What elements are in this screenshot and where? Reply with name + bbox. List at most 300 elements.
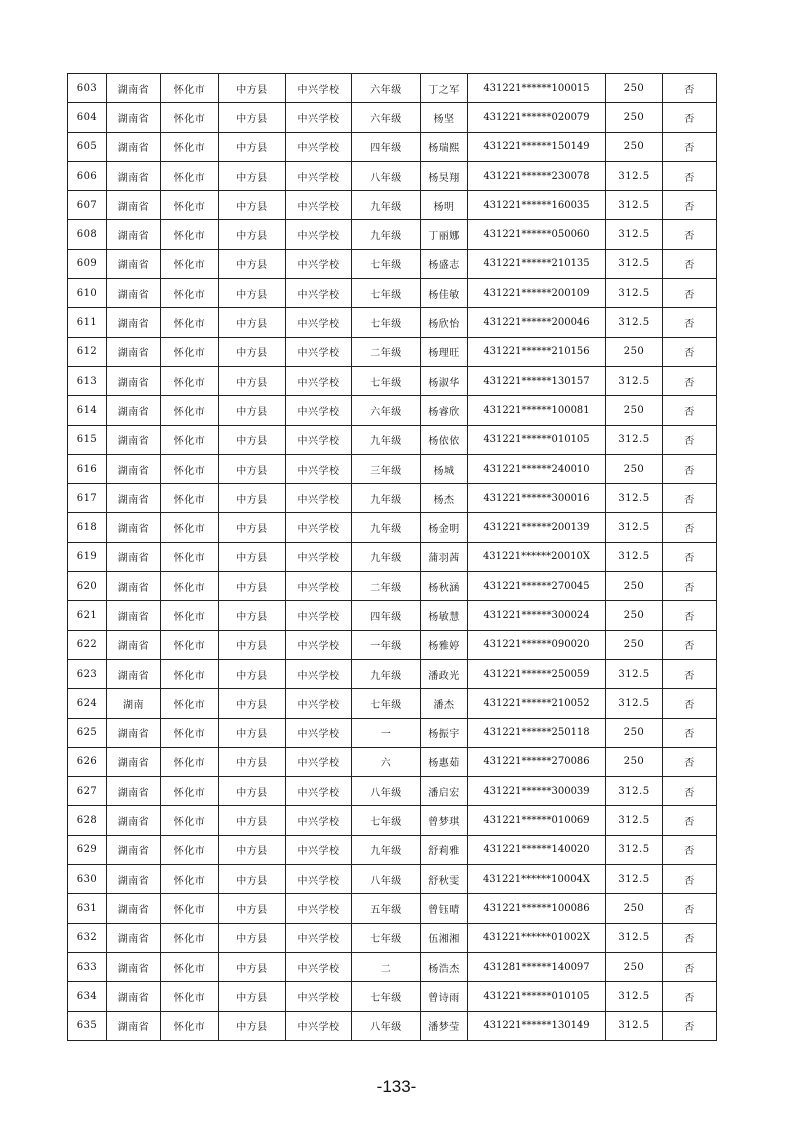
amount-cell: 250 (606, 718, 663, 747)
row-number-cell: 613 (68, 366, 107, 395)
grade-cell: 二年级 (352, 572, 421, 601)
row-number-cell: 628 (68, 806, 107, 835)
flag-cell: 否 (663, 308, 717, 337)
province-cell: 湖南省 (107, 513, 161, 542)
id-number-cell: 431221******010069 (468, 806, 606, 835)
table-row (68, 191, 717, 220)
city-cell: 怀化市 (161, 806, 219, 835)
province-cell: 湖南省 (107, 484, 161, 513)
row-number-cell: 605 (68, 132, 107, 161)
table-row (68, 220, 717, 249)
amount-cell: 250 (606, 747, 663, 776)
row-number-cell: 635 (68, 1011, 107, 1040)
grade-cell: 一年级 (352, 630, 421, 659)
amount-cell: 312.5 (606, 425, 663, 454)
county-cell: 中方县 (219, 396, 286, 425)
province-cell: 湖南省 (107, 308, 161, 337)
amount-cell: 312.5 (606, 835, 663, 864)
school-cell: 中兴学校 (286, 103, 352, 132)
flag-cell: 否 (663, 806, 717, 835)
grade-cell: 七年级 (352, 982, 421, 1011)
id-number-cell: 431221******10004X (468, 865, 606, 894)
city-cell: 怀化市 (161, 630, 219, 659)
student-name-cell: 杨浩杰 (421, 952, 468, 981)
id-number-cell: 431221******010105 (468, 982, 606, 1011)
row-number-cell: 626 (68, 747, 107, 776)
id-number-cell: 431221******100086 (468, 894, 606, 923)
table-row (68, 103, 717, 132)
id-number-cell: 431221******01002X (468, 923, 606, 952)
school-cell: 中兴学校 (286, 337, 352, 366)
amount-cell: 312.5 (606, 806, 663, 835)
city-cell: 怀化市 (161, 982, 219, 1011)
student-name-cell: 潘梦莹 (421, 1011, 468, 1040)
city-cell: 怀化市 (161, 659, 219, 688)
school-cell: 中兴学校 (286, 484, 352, 513)
student-name-cell: 丁之军 (421, 74, 468, 103)
county-cell: 中方县 (219, 161, 286, 190)
amount-cell: 250 (606, 630, 663, 659)
row-number-cell: 607 (68, 191, 107, 220)
county-cell: 中方县 (219, 308, 286, 337)
amount-cell: 312.5 (606, 659, 663, 688)
county-cell: 中方县 (219, 103, 286, 132)
amount-cell: 312.5 (606, 865, 663, 894)
row-number-cell: 616 (68, 454, 107, 483)
id-number-cell: 431221******100081 (468, 396, 606, 425)
province-cell: 湖南省 (107, 161, 161, 190)
city-cell: 怀化市 (161, 689, 219, 718)
student-name-cell: 杨瑞熙 (421, 132, 468, 161)
grade-cell: 九年级 (352, 542, 421, 571)
student-name-cell: 杨杰 (421, 484, 468, 513)
city-cell: 怀化市 (161, 513, 219, 542)
student-name-cell: 杨淑华 (421, 366, 468, 395)
student-name-cell: 杨敏慧 (421, 601, 468, 630)
school-cell: 中兴学校 (286, 425, 352, 454)
province-cell: 湖南省 (107, 718, 161, 747)
flag-cell: 否 (663, 542, 717, 571)
row-number-cell: 614 (68, 396, 107, 425)
county-cell: 中方县 (219, 659, 286, 688)
row-number-cell: 603 (68, 74, 107, 103)
grade-cell: 二年级 (352, 337, 421, 366)
id-number-cell: 431221******160035 (468, 191, 606, 220)
table-row (68, 689, 717, 718)
grade-cell: 四年级 (352, 601, 421, 630)
grade-cell: 三年级 (352, 454, 421, 483)
student-name-cell: 杨秋涵 (421, 572, 468, 601)
school-cell: 中兴学校 (286, 279, 352, 308)
province-cell: 湖南省 (107, 279, 161, 308)
county-cell: 中方县 (219, 279, 286, 308)
amount-cell: 312.5 (606, 308, 663, 337)
province-cell: 湖南省 (107, 337, 161, 366)
flag-cell: 否 (663, 161, 717, 190)
row-number-cell: 615 (68, 425, 107, 454)
school-cell: 中兴学校 (286, 249, 352, 278)
row-number-cell: 623 (68, 659, 107, 688)
student-name-cell: 杨昊翔 (421, 161, 468, 190)
city-cell: 怀化市 (161, 952, 219, 981)
school-cell: 中兴学校 (286, 454, 352, 483)
table-row (68, 952, 717, 981)
province-cell: 湖南省 (107, 249, 161, 278)
grade-cell: 七年级 (352, 366, 421, 395)
city-cell: 怀化市 (161, 777, 219, 806)
amount-cell: 250 (606, 74, 663, 103)
student-name-cell: 杨理旺 (421, 337, 468, 366)
city-cell: 怀化市 (161, 894, 219, 923)
grade-cell: 七年级 (352, 279, 421, 308)
grade-cell: 六年级 (352, 103, 421, 132)
city-cell: 怀化市 (161, 220, 219, 249)
county-cell: 中方县 (219, 366, 286, 395)
school-cell: 中兴学校 (286, 132, 352, 161)
amount-cell: 312.5 (606, 542, 663, 571)
county-cell: 中方县 (219, 337, 286, 366)
city-cell: 怀化市 (161, 601, 219, 630)
table-row (68, 923, 717, 952)
city-cell: 怀化市 (161, 396, 219, 425)
student-name-cell: 舒秋雯 (421, 865, 468, 894)
row-number-cell: 633 (68, 952, 107, 981)
student-name-cell: 丁丽娜 (421, 220, 468, 249)
row-number-cell: 624 (68, 689, 107, 718)
amount-cell: 312.5 (606, 191, 663, 220)
city-cell: 怀化市 (161, 249, 219, 278)
grade-cell: 一 (352, 718, 421, 747)
table-row (68, 279, 717, 308)
row-number-cell: 612 (68, 337, 107, 366)
amount-cell: 312.5 (606, 220, 663, 249)
student-name-cell: 杨雅婷 (421, 630, 468, 659)
county-cell: 中方县 (219, 747, 286, 776)
school-cell: 中兴学校 (286, 220, 352, 249)
row-number-cell: 627 (68, 777, 107, 806)
table-row (68, 337, 717, 366)
id-number-cell: 431221******230078 (468, 161, 606, 190)
county-cell: 中方县 (219, 1011, 286, 1040)
student-name-cell: 曾钰晴 (421, 894, 468, 923)
row-number-cell: 632 (68, 923, 107, 952)
amount-cell: 312.5 (606, 923, 663, 952)
province-cell: 湖南省 (107, 747, 161, 776)
flag-cell: 否 (663, 513, 717, 542)
student-name-cell: 潘政光 (421, 659, 468, 688)
school-cell: 中兴学校 (286, 894, 352, 923)
city-cell: 怀化市 (161, 865, 219, 894)
school-cell: 中兴学校 (286, 161, 352, 190)
school-cell: 中兴学校 (286, 513, 352, 542)
id-number-cell: 431221******150149 (468, 132, 606, 161)
amount-cell: 250 (606, 454, 663, 483)
table-row (68, 777, 717, 806)
student-name-cell: 杨睿欣 (421, 396, 468, 425)
school-cell: 中兴学校 (286, 747, 352, 776)
flag-cell: 否 (663, 132, 717, 161)
table-row (68, 454, 717, 483)
table-row (68, 894, 717, 923)
city-cell: 怀化市 (161, 161, 219, 190)
id-number-cell: 431221******010105 (468, 425, 606, 454)
province-cell: 湖南省 (107, 865, 161, 894)
province-cell: 湖南省 (107, 659, 161, 688)
flag-cell: 否 (663, 923, 717, 952)
row-number-cell: 625 (68, 718, 107, 747)
student-name-cell: 潘启宏 (421, 777, 468, 806)
grade-cell: 六年级 (352, 396, 421, 425)
city-cell: 怀化市 (161, 279, 219, 308)
flag-cell: 否 (663, 425, 717, 454)
county-cell: 中方县 (219, 630, 286, 659)
grade-cell: 九年级 (352, 191, 421, 220)
amount-cell: 250 (606, 103, 663, 132)
city-cell: 怀化市 (161, 103, 219, 132)
table-row (68, 601, 717, 630)
student-name-cell: 曾梦琪 (421, 806, 468, 835)
student-name-cell: 伍湘湘 (421, 923, 468, 952)
province-cell: 湖南省 (107, 777, 161, 806)
id-number-cell: 431221******300016 (468, 484, 606, 513)
flag-cell: 否 (663, 279, 717, 308)
province-cell: 湖南省 (107, 894, 161, 923)
amount-cell: 312.5 (606, 982, 663, 1011)
table-row (68, 484, 717, 513)
student-name-cell: 杨欣怡 (421, 308, 468, 337)
county-cell: 中方县 (219, 865, 286, 894)
city-cell: 怀化市 (161, 425, 219, 454)
school-cell: 中兴学校 (286, 74, 352, 103)
county-cell: 中方县 (219, 835, 286, 864)
province-cell: 湖南省 (107, 923, 161, 952)
grade-cell: 七年级 (352, 689, 421, 718)
county-cell: 中方县 (219, 777, 286, 806)
city-cell: 怀化市 (161, 454, 219, 483)
province-cell: 湖南省 (107, 601, 161, 630)
amount-cell: 250 (606, 601, 663, 630)
county-cell: 中方县 (219, 689, 286, 718)
table-row (68, 806, 717, 835)
county-cell: 中方县 (219, 952, 286, 981)
school-cell: 中兴学校 (286, 366, 352, 395)
province-cell: 湖南省 (107, 220, 161, 249)
amount-cell: 250 (606, 396, 663, 425)
amount-cell: 312.5 (606, 249, 663, 278)
id-number-cell: 431221******210052 (468, 689, 606, 718)
student-name-cell: 杨盛志 (421, 249, 468, 278)
flag-cell: 否 (663, 1011, 717, 1040)
row-number-cell: 621 (68, 601, 107, 630)
page-number: -133- (376, 1077, 417, 1096)
row-number-cell: 611 (68, 308, 107, 337)
province-cell: 湖南省 (107, 835, 161, 864)
city-cell: 怀化市 (161, 835, 219, 864)
county-cell: 中方县 (219, 542, 286, 571)
id-number-cell: 431221******140020 (468, 835, 606, 864)
row-number-cell: 634 (68, 982, 107, 1011)
id-number-cell: 431221******020079 (468, 103, 606, 132)
school-cell: 中兴学校 (286, 601, 352, 630)
school-cell: 中兴学校 (286, 777, 352, 806)
city-cell: 怀化市 (161, 923, 219, 952)
school-cell: 中兴学校 (286, 659, 352, 688)
county-cell: 中方县 (219, 425, 286, 454)
county-cell: 中方县 (219, 806, 286, 835)
grade-cell: 九年级 (352, 835, 421, 864)
table-row (68, 425, 717, 454)
flag-cell: 否 (663, 220, 717, 249)
amount-cell: 312.5 (606, 513, 663, 542)
city-cell: 怀化市 (161, 1011, 219, 1040)
county-cell: 中方县 (219, 601, 286, 630)
province-cell: 湖南 (107, 689, 161, 718)
county-cell: 中方县 (219, 454, 286, 483)
id-number-cell: 431221******130157 (468, 366, 606, 395)
province-cell: 湖南省 (107, 425, 161, 454)
student-name-cell: 杨坚 (421, 103, 468, 132)
amount-cell: 250 (606, 572, 663, 601)
id-number-cell: 431221******100015 (468, 74, 606, 103)
school-cell: 中兴学校 (286, 1011, 352, 1040)
table-row (68, 132, 717, 161)
grade-cell: 七年级 (352, 923, 421, 952)
table-row (68, 659, 717, 688)
flag-cell: 否 (663, 835, 717, 864)
city-cell: 怀化市 (161, 542, 219, 571)
id-number-cell: 431221******270086 (468, 747, 606, 776)
amount-cell: 250 (606, 337, 663, 366)
amount-cell: 312.5 (606, 484, 663, 513)
flag-cell: 否 (663, 659, 717, 688)
table-row (68, 396, 717, 425)
amount-cell: 312.5 (606, 366, 663, 395)
province-cell: 湖南省 (107, 630, 161, 659)
school-cell: 中兴学校 (286, 308, 352, 337)
city-cell: 怀化市 (161, 572, 219, 601)
id-number-cell: 431221******130149 (468, 1011, 606, 1040)
school-cell: 中兴学校 (286, 630, 352, 659)
county-cell: 中方县 (219, 220, 286, 249)
county-cell: 中方县 (219, 923, 286, 952)
flag-cell: 否 (663, 103, 717, 132)
grade-cell: 九年级 (352, 659, 421, 688)
province-cell: 湖南省 (107, 982, 161, 1011)
school-cell: 中兴学校 (286, 718, 352, 747)
province-cell: 湖南省 (107, 74, 161, 103)
row-number-cell: 619 (68, 542, 107, 571)
table-row (68, 366, 717, 395)
school-cell: 中兴学校 (286, 572, 352, 601)
amount-cell: 312.5 (606, 777, 663, 806)
province-cell: 湖南省 (107, 572, 161, 601)
county-cell: 中方县 (219, 74, 286, 103)
row-number-cell: 604 (68, 103, 107, 132)
city-cell: 怀化市 (161, 191, 219, 220)
id-number-cell: 431221******210156 (468, 337, 606, 366)
grade-cell: 八年级 (352, 161, 421, 190)
grade-cell: 四年级 (352, 132, 421, 161)
row-number-cell: 606 (68, 161, 107, 190)
id-number-cell: 431221******090020 (468, 630, 606, 659)
school-cell: 中兴学校 (286, 952, 352, 981)
flag-cell: 否 (663, 191, 717, 220)
grade-cell: 七年级 (352, 308, 421, 337)
student-name-cell: 杨金明 (421, 513, 468, 542)
province-cell: 湖南省 (107, 806, 161, 835)
grade-cell: 六 (352, 747, 421, 776)
id-number-cell: 431221******200139 (468, 513, 606, 542)
id-number-cell: 431221******200109 (468, 279, 606, 308)
flag-cell: 否 (663, 396, 717, 425)
province-cell: 湖南省 (107, 103, 161, 132)
student-name-cell: 杨明 (421, 191, 468, 220)
grade-cell: 六年级 (352, 74, 421, 103)
student-name-cell: 曾诗雨 (421, 982, 468, 1011)
row-number-cell: 622 (68, 630, 107, 659)
table-row (68, 747, 717, 776)
id-number-cell: 431221******200046 (468, 308, 606, 337)
id-number-cell: 431221******300024 (468, 601, 606, 630)
row-number-cell: 631 (68, 894, 107, 923)
student-name-cell: 杨振宇 (421, 718, 468, 747)
table-row (68, 1011, 717, 1040)
student-name-cell: 杨惠茹 (421, 747, 468, 776)
amount-cell: 250 (606, 132, 663, 161)
county-cell: 中方县 (219, 718, 286, 747)
flag-cell: 否 (663, 630, 717, 659)
id-number-cell: 431221******250118 (468, 718, 606, 747)
row-number-cell: 617 (68, 484, 107, 513)
flag-cell: 否 (663, 601, 717, 630)
table-row (68, 718, 717, 747)
roster-table (67, 73, 717, 1041)
grade-cell: 九年级 (352, 220, 421, 249)
id-number-cell: 431221******240010 (468, 454, 606, 483)
city-cell: 怀化市 (161, 718, 219, 747)
province-cell: 湖南省 (107, 366, 161, 395)
school-cell: 中兴学校 (286, 396, 352, 425)
student-name-cell: 杨城 (421, 454, 468, 483)
table-row (68, 161, 717, 190)
school-cell: 中兴学校 (286, 191, 352, 220)
table-row (68, 630, 717, 659)
table-row (68, 835, 717, 864)
flag-cell: 否 (663, 366, 717, 395)
id-number-cell: 431221******210135 (468, 249, 606, 278)
county-cell: 中方县 (219, 249, 286, 278)
id-number-cell: 431221******300039 (468, 777, 606, 806)
flag-cell: 否 (663, 777, 717, 806)
id-number-cell: 431221******250059 (468, 659, 606, 688)
flag-cell: 否 (663, 894, 717, 923)
grade-cell: 七年级 (352, 249, 421, 278)
city-cell: 怀化市 (161, 484, 219, 513)
flag-cell: 否 (663, 454, 717, 483)
county-cell: 中方县 (219, 513, 286, 542)
row-number-cell: 620 (68, 572, 107, 601)
province-cell: 湖南省 (107, 132, 161, 161)
row-number-cell: 618 (68, 513, 107, 542)
flag-cell: 否 (663, 249, 717, 278)
student-name-cell: 潘杰 (421, 689, 468, 718)
student-name-cell: 舒莉雅 (421, 835, 468, 864)
row-number-cell: 630 (68, 865, 107, 894)
county-cell: 中方县 (219, 982, 286, 1011)
city-cell: 怀化市 (161, 366, 219, 395)
id-number-cell: 431221******270045 (468, 572, 606, 601)
school-cell: 中兴学校 (286, 542, 352, 571)
